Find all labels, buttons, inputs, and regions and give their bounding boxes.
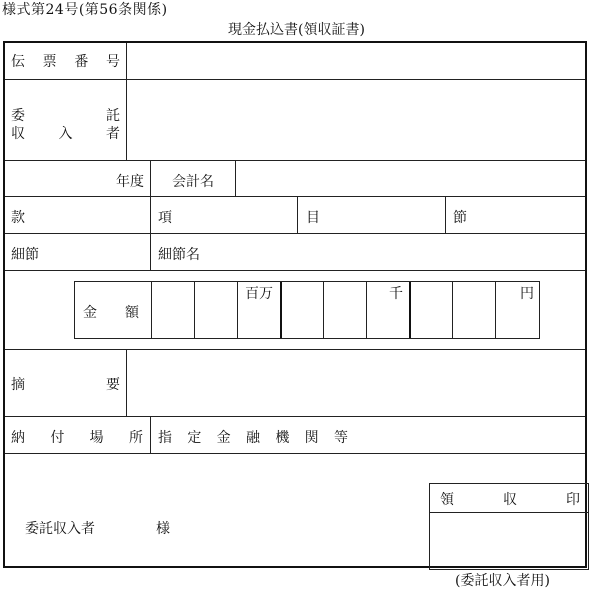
label-char: 金 <box>216 430 231 446</box>
label-char: 収 <box>503 492 517 508</box>
digit-divider <box>452 282 453 338</box>
digit-divider <box>151 282 152 338</box>
digit-divider-thick <box>280 282 282 338</box>
receipt-stamp-label <box>440 489 580 509</box>
receipt-stamp-box <box>429 483 589 570</box>
label-char: 関 <box>304 430 319 446</box>
consignee-label-line1 <box>11 105 120 125</box>
receipt-stamp-divider <box>430 512 588 513</box>
account-name-field[interactable] <box>236 161 587 196</box>
moku-label: 目 <box>306 210 320 226</box>
label-char: 号 <box>105 54 120 70</box>
row-divider <box>5 270 585 271</box>
label-char: 収 <box>11 126 25 142</box>
payment-place-label <box>11 427 143 447</box>
payment-form <box>3 41 587 568</box>
col-divider <box>297 196 298 233</box>
label-char: 領 <box>440 492 454 508</box>
amount-box <box>74 281 540 339</box>
slip-number-field[interactable] <box>127 43 587 79</box>
label-char: 機 <box>275 430 290 446</box>
label-char: 納 <box>11 430 25 446</box>
label-char: 定 <box>187 430 202 446</box>
label-char: 者 <box>106 126 120 142</box>
kou-label: 項 <box>158 210 172 226</box>
designated-institution <box>158 427 348 447</box>
label-char: 摘 <box>11 377 25 393</box>
digit-divider <box>366 282 367 338</box>
label-char: 委 <box>11 108 25 124</box>
summary-field[interactable] <box>127 350 587 416</box>
row-divider <box>5 196 585 197</box>
form-number: 様式第24号(第56条関係) <box>2 2 168 18</box>
label-char: 伝 <box>11 54 25 70</box>
digit-divider <box>323 282 324 338</box>
row-divider <box>5 416 585 417</box>
col-divider <box>150 160 151 270</box>
label-char: 番 <box>74 54 89 70</box>
digit-divider <box>194 282 195 338</box>
unit-thousand: 千 <box>389 286 403 302</box>
fiscal-year-field[interactable] <box>5 161 110 196</box>
col-divider <box>150 416 151 453</box>
digit-divider <box>495 282 496 338</box>
label-char: 額 <box>125 305 139 321</box>
unit-yen: 円 <box>520 286 534 302</box>
label-char: 託 <box>106 108 120 124</box>
label-char: 入 <box>58 126 73 142</box>
row-divider <box>5 233 585 234</box>
setsu-label: 節 <box>453 210 467 226</box>
fiscal-year-label: 年度 <box>116 174 144 190</box>
slip-number-label <box>11 51 120 71</box>
label-char: 印 <box>566 492 580 508</box>
form-title: 現金払込書(領収証書) <box>228 22 365 38</box>
saisetsu-label: 細節 <box>11 247 39 263</box>
label-char: 所 <box>128 430 143 446</box>
col-divider <box>445 196 446 233</box>
copy-note: (委託収入者用) <box>455 573 550 589</box>
honorific-sama: 様 <box>156 521 170 537</box>
consignee-name-label: 委託収入者 <box>25 521 95 537</box>
amount-label <box>83 302 139 322</box>
unit-million: 百万 <box>245 286 273 302</box>
label-char: 付 <box>50 430 65 446</box>
digit-divider <box>237 282 238 338</box>
label-char: 融 <box>245 430 260 446</box>
consignee-field[interactable] <box>127 80 587 160</box>
account-name-label: 会計名 <box>172 174 214 190</box>
kan-label: 款 <box>11 210 25 226</box>
summary-label <box>11 374 120 394</box>
digit-divider-thick <box>409 282 411 338</box>
label-char: 要 <box>106 377 120 393</box>
label-char: 場 <box>89 430 104 446</box>
label-char: 指 <box>158 430 172 446</box>
consignee-label-line2 <box>11 123 120 143</box>
saisetsu-name-label: 細節名 <box>158 247 200 263</box>
label-char: 票 <box>42 54 57 70</box>
label-char: 金 <box>83 305 97 321</box>
label-char: 等 <box>333 430 348 446</box>
row-divider <box>5 453 585 454</box>
